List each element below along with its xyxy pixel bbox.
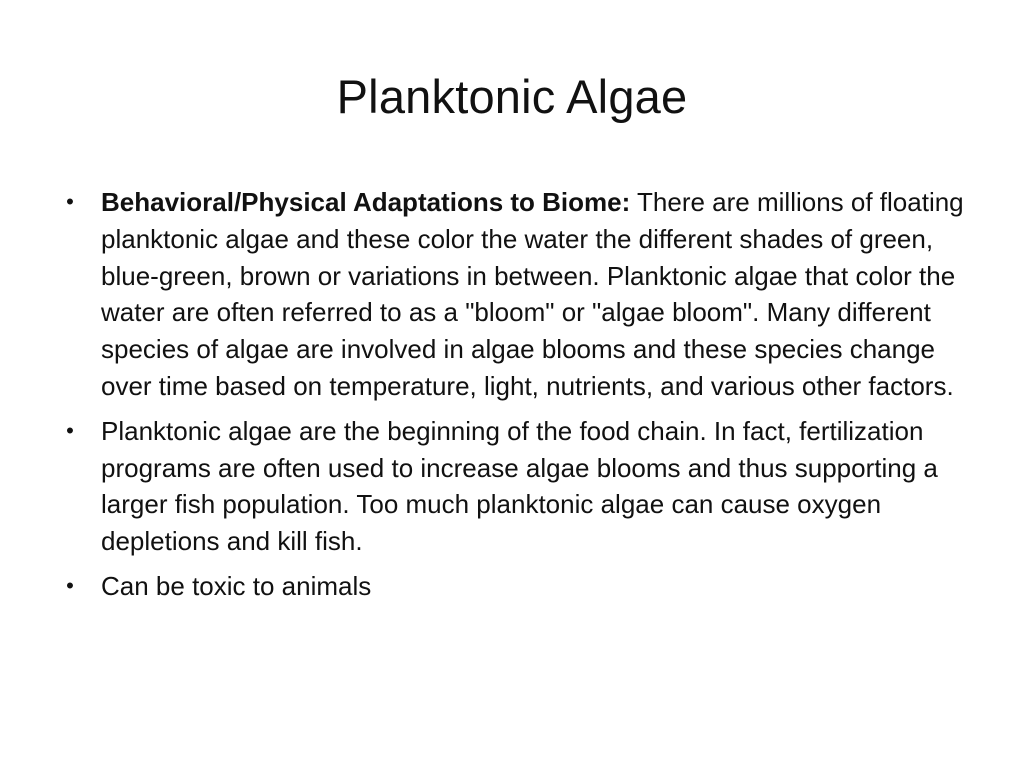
bullet-icon: • [66,417,74,443]
bullet-item-adaptations [60,184,970,405]
bullet-list [60,184,970,613]
bullet-lead: Behavioral/Physical Adaptations to Biome: [101,187,631,217]
bullet-item-toxic [60,568,970,605]
bullet-icon: • [66,189,74,214]
slide-title: Planktonic Algae [336,70,688,123]
bullet-text: Can be toxic to animals [101,570,372,601]
bullet-icon: • [66,572,74,598]
bullet-text: There are millions of floating planktonic algae and these color the water the different shades of green, blue-green, brown or variations in between. Planktonic algae that color the water are often referred to as a "bloom" or "algae bloom". Many different species of algae are involved in algae blooms and these species change over time based on temperature, light, nutrients, and various other factors. [101,187,964,401]
bullet-text: Planktonic algae are the beginning of the food chain. In fact, fertilization programs are often used to increase algae blooms and thus supporting a larger fish population. Too much planktonic algae can cause oxygen depletions and kill fish. [101,415,938,557]
bullet-item-food-chain [60,413,970,560]
